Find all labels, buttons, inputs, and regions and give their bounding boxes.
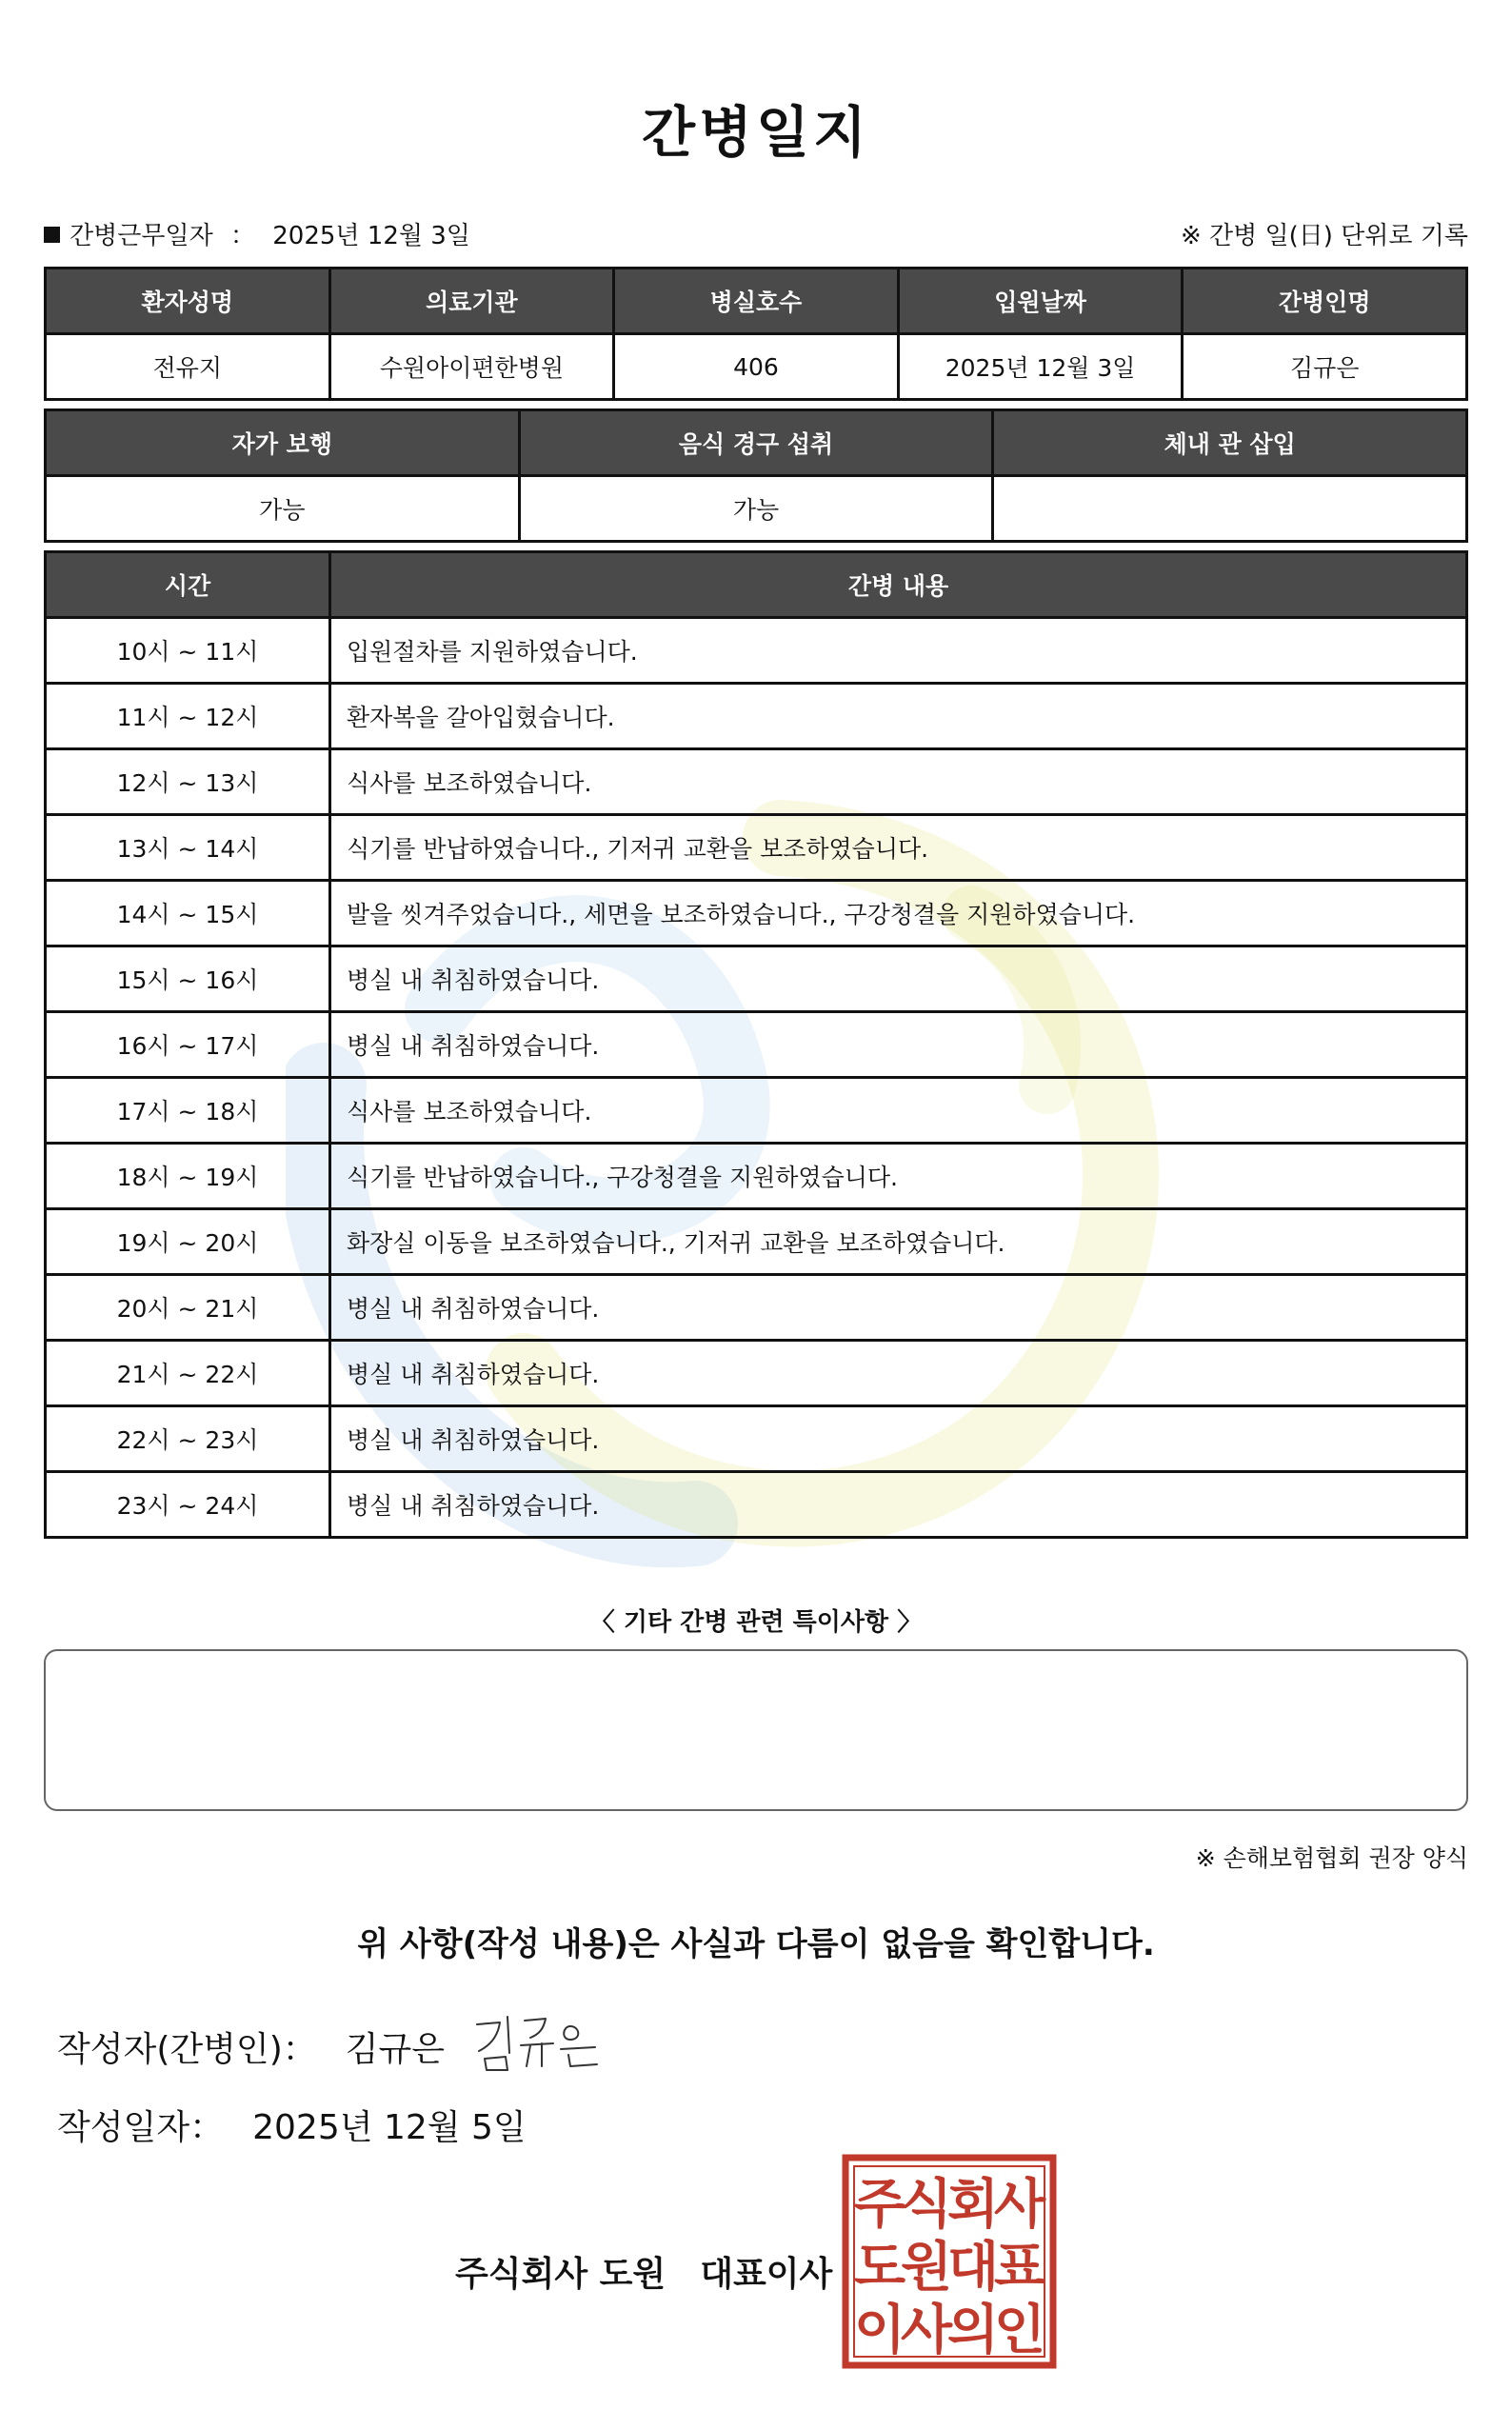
log-content: 병실 내 취침하였습니다. [330, 1275, 1467, 1341]
table-row [46, 881, 1467, 946]
care-log-header-row [46, 552, 1467, 618]
written-date-value: 2025년 12월 5일 [252, 2108, 527, 2147]
self-walking-value: 가능 [46, 476, 520, 542]
log-time: 20시 ~ 21시 [46, 1275, 330, 1341]
table-row [46, 1209, 1467, 1275]
patient-info-header-row [46, 269, 1467, 334]
log-content: 식사를 보조하였습니다. [330, 1078, 1467, 1144]
seal-glyph: 인 [993, 2300, 1046, 2361]
table-row [46, 1275, 1467, 1341]
log-time: 16시 ~ 17시 [46, 1012, 330, 1078]
writer-name: 김규은 [345, 2030, 446, 2069]
log-content: 병실 내 취침하였습니다. [330, 946, 1467, 1012]
tube-insertion-value [993, 476, 1467, 542]
header-patient-name: 환자성명 [46, 269, 330, 334]
log-content: 식기를 반납하였습니다., 기저귀 교환을 보조하였습니다. [330, 815, 1467, 881]
header-oral-intake: 음식 경구 섭취 [519, 410, 993, 476]
special-notes-box [44, 1649, 1468, 1811]
log-time: 15시 ~ 16시 [46, 946, 330, 1012]
log-time: 11시 ~ 12시 [46, 684, 330, 749]
work-date-line [44, 216, 470, 251]
hospital-name: 수원아이편한병원 [329, 334, 614, 400]
seal-glyph: 원 [900, 2237, 953, 2299]
confirmation-statement: 위 사항(작성 내용)은 사실과 다름이 없음을 확인합니다. [357, 1925, 1155, 1963]
company-name: 주식회사 도원 [455, 2255, 666, 2294]
writer-label: 작성자(간병인)： [57, 2030, 317, 2069]
header-tube-insertion: 체내 관 삽입 [993, 410, 1467, 476]
seal-glyph: 표 [993, 2237, 1046, 2299]
log-time: 13시 ~ 14시 [46, 815, 330, 881]
seal-glyph: 사 [900, 2300, 953, 2361]
table-row [46, 618, 1467, 684]
oral-intake-value: 가능 [519, 476, 993, 542]
seal-glyph: 이 [853, 2300, 906, 2361]
patient-info-table [44, 267, 1468, 401]
log-time: 23시 ~ 24시 [46, 1472, 330, 1538]
seal-glyph: 사 [993, 2174, 1046, 2236]
log-time: 12시 ~ 13시 [46, 749, 330, 815]
log-content: 환자복을 갈아입혔습니다. [330, 684, 1467, 749]
writer-line [57, 2022, 445, 2071]
log-content: 화장실 이동을 보조하였습니다., 기저귀 교환을 보조하였습니다. [330, 1209, 1467, 1275]
seal-glyph: 회 [946, 2174, 1000, 2236]
table-row [46, 1472, 1467, 1538]
table-row [46, 815, 1467, 881]
patient-name: 전유지 [46, 334, 330, 400]
seal-glyph: 식 [900, 2174, 953, 2236]
status-header-row [46, 410, 1467, 476]
written-date-label: 작성일자： [57, 2108, 225, 2147]
recommended-form-note: ※ 손해보험협회 권장 양식 [1195, 1844, 1468, 1872]
table-row [46, 946, 1467, 1012]
log-time: 17시 ~ 18시 [46, 1078, 330, 1144]
header-self-walking: 자가 보행 [46, 410, 520, 476]
log-time: 14시 ~ 15시 [46, 881, 330, 946]
log-content: 병실 내 취침하였습니다. [330, 1406, 1467, 1472]
care-log-table [44, 550, 1468, 1539]
log-content: 입원절차를 지원하였습니다. [330, 618, 1467, 684]
header-time: 시간 [46, 552, 330, 618]
log-content: 발을 씻겨주었습니다., 세면을 보조하였습니다., 구강청결을 지원하였습니다. [330, 881, 1467, 946]
log-time: 10시 ~ 11시 [46, 618, 330, 684]
table-row [46, 684, 1467, 749]
patient-status-table [44, 408, 1468, 543]
header-care-content: 간병 내용 [330, 552, 1467, 618]
company-seal-stamp [842, 2154, 1057, 2369]
seal-glyph: 의 [946, 2300, 1000, 2361]
log-time: 19시 ~ 20시 [46, 1209, 330, 1275]
table-row [46, 1341, 1467, 1406]
patient-info-value-row [46, 334, 1467, 400]
work-date-label: 간병근무일자 [70, 222, 213, 250]
table-row [46, 1012, 1467, 1078]
written-date-line [57, 2101, 527, 2149]
care-log-rows [46, 618, 1467, 1538]
header-hospital: 의료기관 [329, 269, 614, 334]
log-time: 21시 ~ 22시 [46, 1341, 330, 1406]
work-date-value: 2025년 12월 3일 [272, 222, 470, 250]
log-time: 18시 ~ 19시 [46, 1144, 330, 1209]
page-title: 간병일지 [641, 100, 871, 165]
handwritten-signature [471, 2007, 605, 2074]
table-row [46, 1144, 1467, 1209]
log-content: 병실 내 취침하였습니다. [330, 1012, 1467, 1078]
admission-date: 2025년 12월 3일 [898, 334, 1183, 400]
header-room-number: 병실호수 [614, 269, 899, 334]
work-date-separator: ： [229, 222, 255, 250]
company-role: 대표이사 [700, 2255, 833, 2294]
log-time: 22시 ~ 23시 [46, 1406, 330, 1472]
seal-glyph: 대 [946, 2237, 1000, 2299]
seal-glyph: 주 [853, 2174, 906, 2236]
log-content: 식사를 보조하였습니다. [330, 749, 1467, 815]
status-value-row [46, 476, 1467, 542]
table-row [46, 749, 1467, 815]
table-row [46, 1078, 1467, 1144]
header-caregiver-name: 간병인명 [1183, 269, 1467, 334]
caregiver-name: 김규은 [1183, 334, 1467, 400]
room-number: 406 [614, 334, 899, 400]
header-admission-date: 입원날짜 [898, 269, 1183, 334]
log-content: 병실 내 취침하였습니다. [330, 1341, 1467, 1406]
log-content: 병실 내 취침하였습니다. [330, 1472, 1467, 1538]
company-line [455, 2247, 832, 2296]
table-row [46, 1406, 1467, 1472]
special-notes-title: 〈 기타 간병 관련 특이사항 〉 [589, 1608, 923, 1637]
log-content: 식기를 반납하였습니다., 구강청결을 지원하였습니다. [330, 1144, 1467, 1209]
square-bullet-icon [44, 227, 60, 243]
seal-glyph: 도 [853, 2237, 906, 2299]
daily-record-note: ※ 간병 일(日) 단위로 기록 [1180, 222, 1468, 250]
